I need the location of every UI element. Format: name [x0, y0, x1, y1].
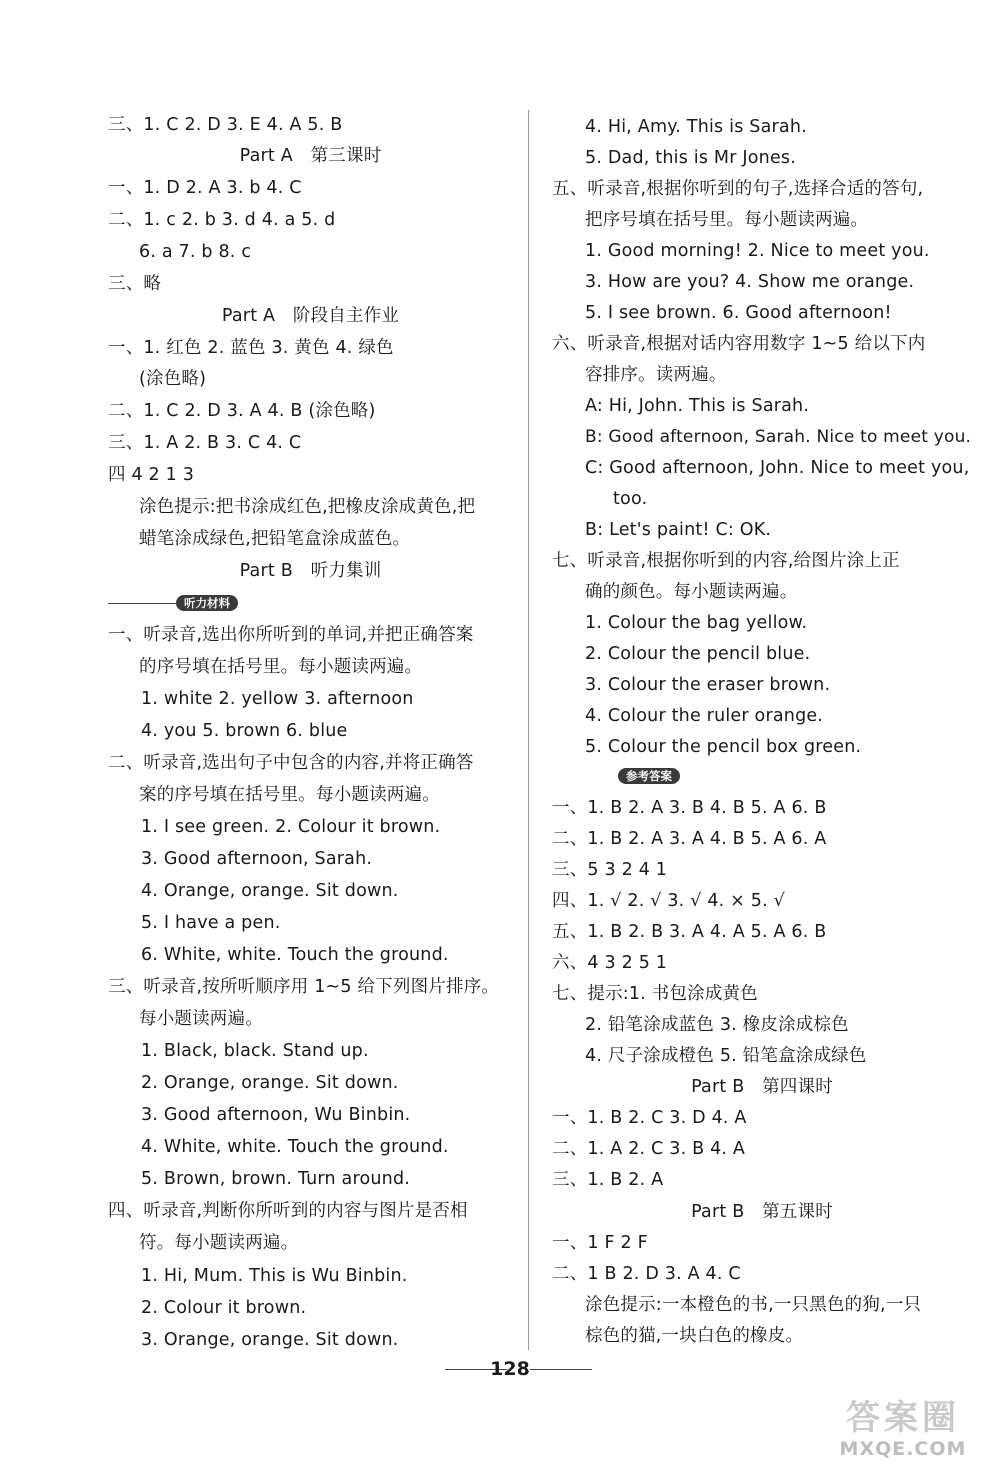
text-line: 5. Colour the pencil box green. — [585, 737, 862, 757]
text-line: 1. Good morning! 2. Nice to meet you. — [585, 241, 930, 261]
text-line: 3. Orange, orange. Sit down. — [141, 1330, 399, 1350]
text-line: 5. I have a pen. — [141, 913, 281, 933]
section-heading: Part B 第五课时 — [691, 1202, 833, 1222]
text-line: 涂色提示:把书涂成红色,把橡皮涂成黄色,把 — [139, 497, 476, 517]
text-line: 一、1. B 2. C 3. D 4. A — [552, 1108, 747, 1128]
text-line: 符。每小题读两遍。 — [139, 1233, 299, 1253]
text-line: 三、听录音,按所听顺序用 1~5 给下列图片排序。 — [108, 977, 500, 997]
text-line: 一、1. 红色 2. 蓝色 3. 黄色 4. 绿色 — [108, 338, 394, 358]
text-line: 1. I see green. 2. Colour it brown. — [141, 817, 441, 837]
text-line: C: Good afternoon, John. Nice to meet you, — [585, 458, 970, 478]
text-line: 2. 铅笔涂成蓝色 3. 橡皮涂成棕色 — [585, 1015, 849, 1035]
text-line: 二、1 B 2. D 3. A 4. C — [552, 1264, 741, 1284]
text-line: 4. Colour the ruler orange. — [585, 706, 824, 726]
text-line: 6. White, white. Touch the ground. — [141, 945, 449, 965]
text-line: 一、1 F 2 F — [552, 1233, 648, 1253]
section-heading: Part A 阶段自主作业 — [221, 306, 400, 326]
watermark — [812, 1398, 994, 1462]
text-line: too. — [613, 489, 648, 509]
text-line: 五、1. B 2. B 3. A 4. A 5. A 6. B — [552, 922, 827, 942]
text-line: 二、听录音,选出句子中包含的内容,并将正确答 — [108, 753, 474, 773]
text-line: 五、听录音,根据你听到的句子,选择合适的答句, — [552, 179, 924, 199]
text-line: 3. How are you? 4. Show me orange. — [585, 272, 915, 292]
text-line: B: Let's paint! C: OK. — [585, 520, 772, 540]
text-line: 一、1. D 2. A 3. b 4. C — [108, 178, 302, 198]
text-line: 四、听录音,判断你所听到的内容与图片是否相 — [108, 1201, 468, 1221]
text-line: 二、1. B 2. A 3. A 4. B 5. A 6. A — [552, 829, 827, 849]
text-line: 5. Brown, brown. Turn around. — [141, 1169, 411, 1189]
text-line: 4. 尺子涂成橙色 5. 铅笔盒涂成绿色 — [585, 1046, 867, 1066]
page-number-rule-right — [530, 1369, 592, 1370]
section-heading: Part B 第四课时 — [691, 1077, 833, 1097]
reference-answers-banner: 参考答案 — [618, 768, 680, 784]
text-line: 三、1. A 2. B 3. C 4. C — [108, 433, 302, 453]
text-line: 5. Dad, this is Mr Jones. — [585, 148, 796, 168]
text-line: 5. I see brown. 6. Good afternoon! — [585, 303, 892, 323]
text-line: A: Hi, John. This is Sarah. — [585, 396, 810, 416]
text-line: 确的颜色。每小题读两遍。 — [585, 582, 798, 602]
text-line: (涂色略) — [139, 369, 207, 389]
text-line: 蜡笔涂成绿色,把铅笔盒涂成蓝色。 — [139, 529, 411, 549]
text-line: 1. Hi, Mum. This is Wu Binbin. — [141, 1266, 408, 1286]
listening-material-banner: 听力材料 — [176, 595, 238, 611]
text-line: 4. Orange, orange. Sit down. — [141, 881, 399, 901]
text-line: 1. white 2. yellow 3. afternoon — [141, 689, 414, 709]
text-line: 二、1. C 2. D 3. A 4. B (涂色略) — [108, 401, 376, 421]
text-line: 每小题读两遍。 — [139, 1009, 263, 1029]
text-line: 4. Hi, Amy. This is Sarah. — [585, 117, 807, 137]
text-line: 6. a 7. b 8. c — [139, 242, 252, 262]
text-line: 三、5 3 2 4 1 — [552, 860, 668, 880]
text-line: 六、4 3 2 5 1 — [552, 953, 668, 973]
page-number: 128 — [490, 1358, 530, 1380]
section-heading: Part B 听力集训 — [239, 561, 382, 581]
text-line: 一、1. B 2. A 3. B 4. B 5. A 6. B — [552, 798, 827, 818]
text-line: 二、1. A 2. C 3. B 4. A — [552, 1139, 746, 1159]
text-line: 棕色的猫,一块白色的橡皮。 — [585, 1326, 804, 1346]
text-line: 三、略 — [108, 274, 162, 294]
text-line: 四、1. √ 2. √ 3. √ 4. × 5. √ — [552, 891, 786, 911]
text-line: 三、1. B 2. A — [552, 1170, 664, 1190]
text-line: 一、听录音,选出你所听到的单词,并把正确答案 — [108, 625, 474, 645]
section-heading: Part A 第三课时 — [239, 146, 382, 166]
banner-rule — [108, 603, 176, 604]
text-line: 2. Orange, orange. Sit down. — [141, 1073, 399, 1093]
text-line: 容排序。读两遍。 — [585, 365, 727, 385]
watermark-logo-text: 答案圈 — [846, 1398, 960, 1438]
text-line: 把序号填在括号里。每小题读两遍。 — [585, 210, 869, 230]
text-line: 三、1. C 2. D 3. E 4. A 5. B — [108, 115, 343, 135]
text-line: 二、1. c 2. b 3. d 4. a 5. d — [108, 210, 336, 230]
text-line: 3. Colour the eraser brown. — [585, 675, 831, 695]
text-line: 2. Colour it brown. — [141, 1298, 307, 1318]
text-line: 4. White, white. Touch the ground. — [141, 1137, 449, 1157]
text-line: 3. Good afternoon, Wu Binbin. — [141, 1105, 411, 1125]
text-line: 3. Good afternoon, Sarah. — [141, 849, 373, 869]
text-line: 1. Colour the bag yellow. — [585, 613, 808, 633]
text-line: 六、听录音,根据对话内容用数字 1~5 给以下内 — [552, 334, 926, 354]
text-line: 案的序号填在括号里。每小题读两遍。 — [139, 785, 440, 805]
text-line: 1. Black, black. Stand up. — [141, 1041, 369, 1061]
column-divider — [528, 110, 529, 1350]
text-line: 涂色提示:一本橙色的书,一只黑色的狗,一只 — [585, 1295, 922, 1315]
text-line: B: Good afternoon, Sarah. Nice to meet you. — [585, 427, 972, 447]
text-line: 2. Colour the pencil blue. — [585, 644, 811, 664]
watermark-url: MXQE.COM — [839, 1438, 967, 1460]
text-line: 4. you 5. brown 6. blue — [141, 721, 348, 741]
text-line: 七、听录音,根据你听到的内容,给图片涂上正 — [552, 551, 900, 571]
text-line: 的序号填在括号里。每小题读两遍。 — [139, 657, 423, 677]
text-line: 四 4 2 1 3 — [108, 465, 195, 485]
text-line: 七、提示:1. 书包涂成黄色 — [552, 984, 758, 1004]
